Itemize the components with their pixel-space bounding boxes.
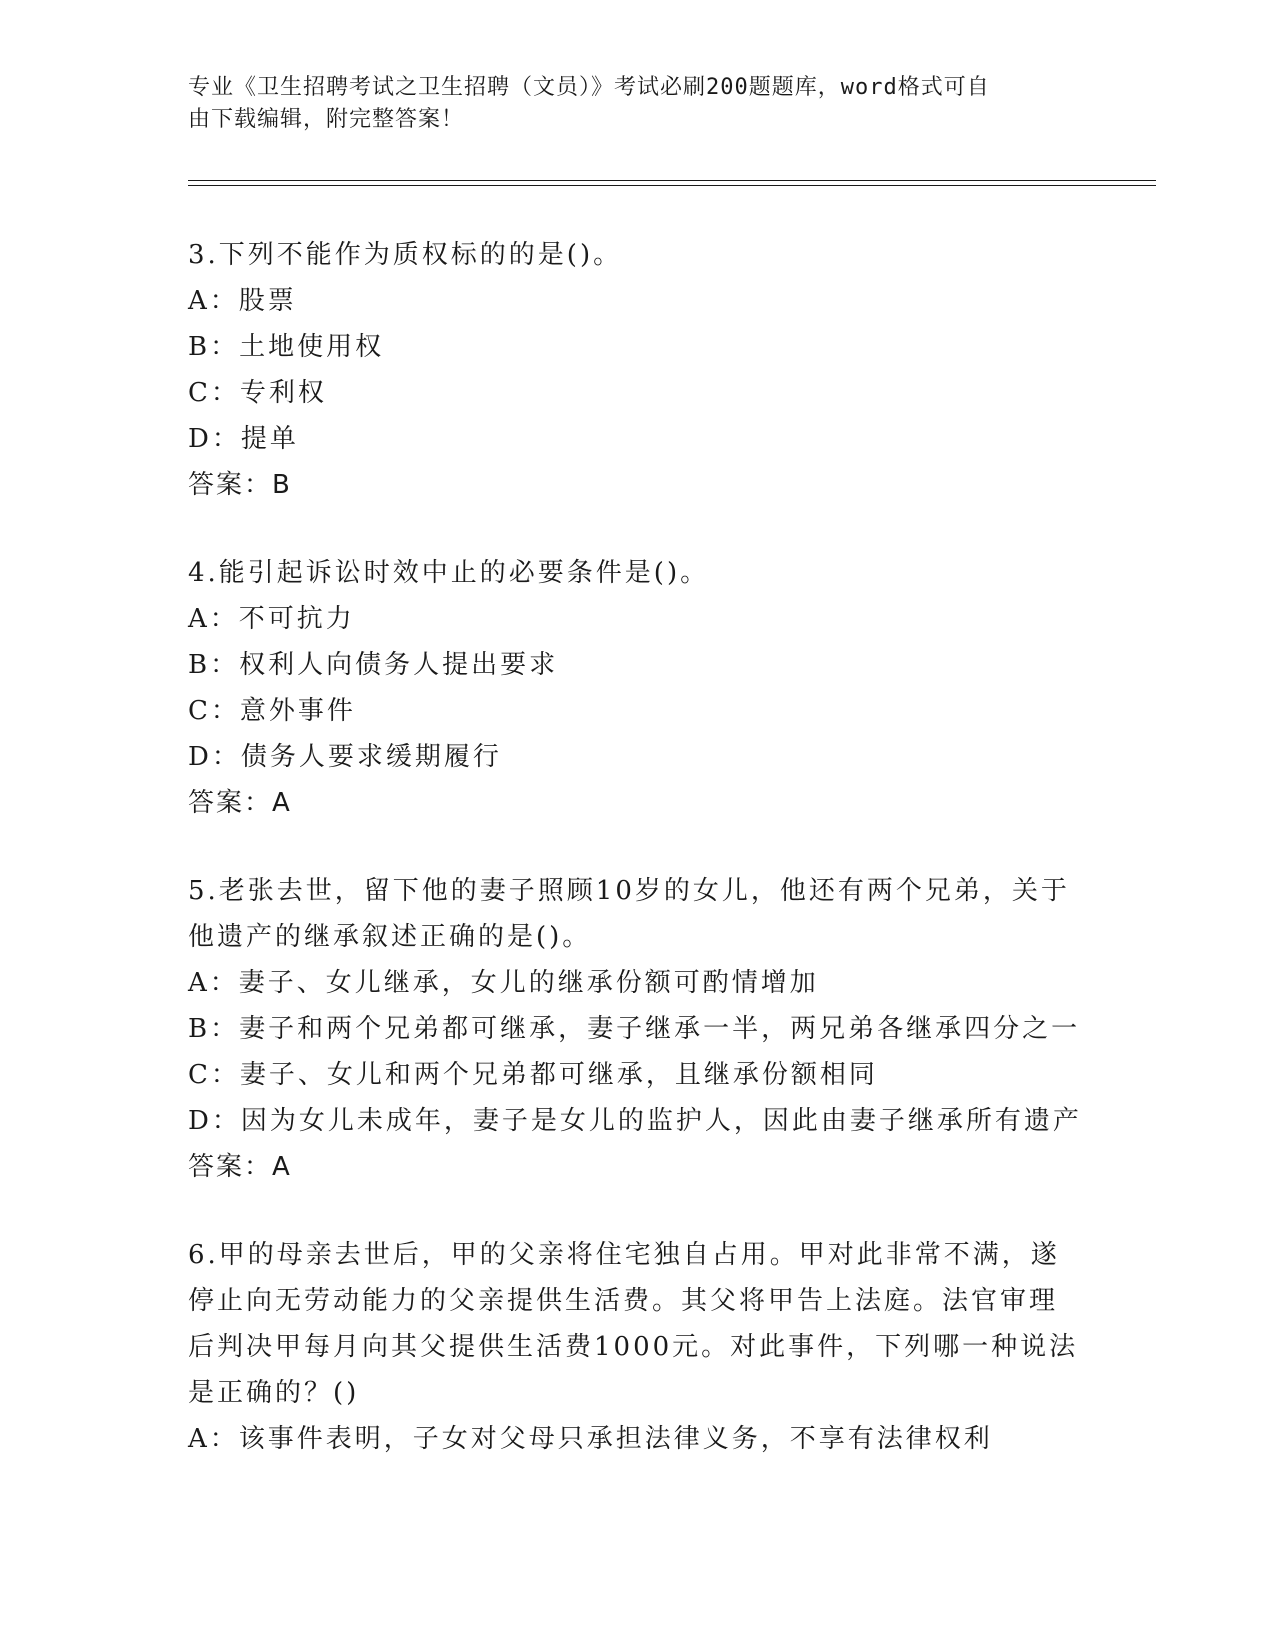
- answer-option: B：权利人向债务人提出要求: [188, 650, 559, 680]
- answer-option: C：妻子、女儿和两个兄弟都可继承，且继承份额相同: [188, 1060, 878, 1090]
- answer-option: B：妻子和两个兄弟都可继承，妻子继承一半，两兄弟各继承四分之一: [188, 1014, 1081, 1044]
- answer-key: 答案：A: [188, 1152, 292, 1182]
- question-stem: [188, 1232, 1088, 1416]
- question-list: [188, 232, 1088, 1504]
- answer-option: A：股票: [188, 286, 297, 316]
- answer-key: 答案：B: [188, 470, 292, 500]
- question-stem-line: 6.甲的母亲去世后，甲的父亲将住宅独自占用。甲对此非常不满，遂: [188, 1240, 1060, 1270]
- answer-option: D：提单: [188, 424, 299, 454]
- question-stem-line: 5.老张去世，留下他的妻子照顾10岁的女儿，他还有两个兄弟，关于: [188, 876, 1070, 906]
- question-stem-line: 停止向无劳动能力的父亲提供生活费。其父将甲告上法庭。法官审理: [188, 1286, 1059, 1316]
- question-stem-line: 后判决甲每月向其父提供生活费1000元。对此事件，下列哪一种说法: [188, 1332, 1079, 1362]
- question-stem-line: 是正确的？(): [188, 1378, 360, 1408]
- header-divider-top: [188, 180, 1156, 181]
- question-stem: [188, 232, 1088, 278]
- document-header: [188, 72, 1068, 136]
- answer-key: 答案：A: [188, 788, 292, 818]
- answer-option: C：专利权: [188, 378, 327, 408]
- answer-option: B：土地使用权: [188, 332, 385, 362]
- header-line-1: 专业《卫生招聘考试之卫生招聘（文员）》考试必刷200题题库，word格式可自: [188, 75, 990, 100]
- question-stem: [188, 868, 1088, 960]
- question-item: [188, 232, 1088, 508]
- answer-option: A：不可抗力: [188, 604, 355, 634]
- answer-option: A：妻子、女儿继承，女儿的继承份额可酌情增加: [188, 968, 819, 998]
- question-item: [188, 550, 1088, 826]
- header-line-2: 由下载编辑，附完整答案！: [188, 107, 465, 132]
- answer-option: D：因为女儿未成年，妻子是女儿的监护人，因此由妻子继承所有遗产: [188, 1106, 1082, 1136]
- question-stem-line: 3.下列不能作为质权标的的是()。: [188, 240, 623, 270]
- answer-option: A：该事件表明，子女对父母只承担法律义务，不享有法律权利: [188, 1424, 993, 1454]
- answer-option: C：意外事件: [188, 696, 356, 726]
- question-stem-line: 他遗产的继承叙述正确的是()。: [188, 922, 592, 952]
- question-item: [188, 868, 1088, 1190]
- question-stem-line: 4.能引起诉讼时效中止的必要条件是()。: [188, 558, 710, 588]
- header-divider-bottom: [188, 185, 1156, 186]
- question-item: [188, 1232, 1088, 1462]
- question-stem: [188, 550, 1088, 596]
- answer-option: D：债务人要求缓期履行: [188, 742, 502, 772]
